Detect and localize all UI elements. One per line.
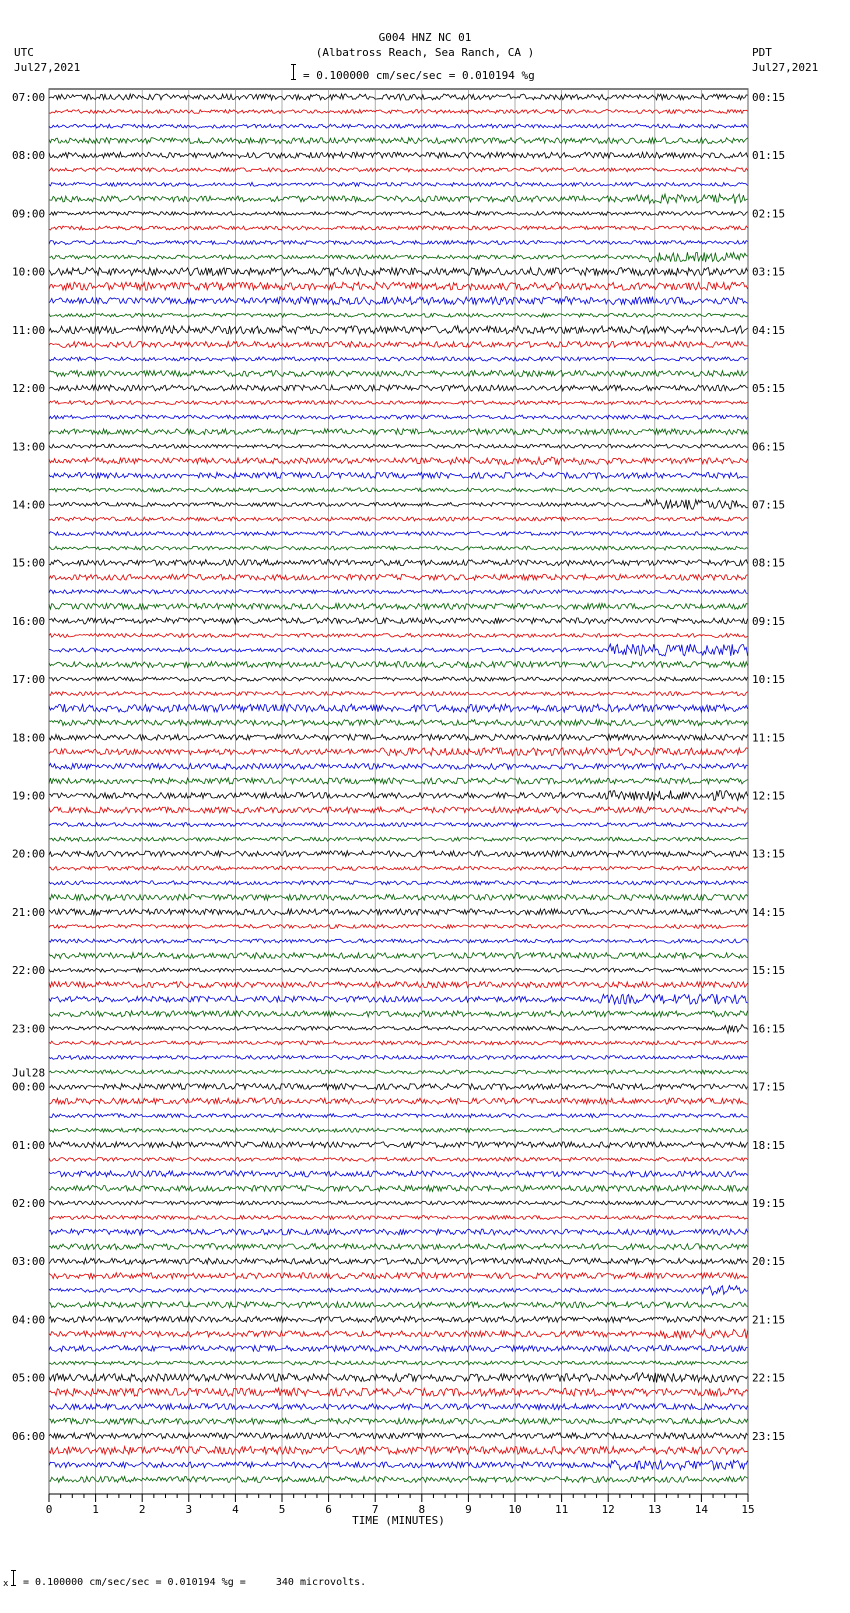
trace-line	[49, 1098, 748, 1104]
trace-line	[49, 866, 748, 870]
trace-line	[49, 532, 748, 536]
trace-line	[49, 734, 748, 740]
utc-hour-label: 02:00	[12, 1196, 46, 1210]
trace-line	[49, 341, 748, 347]
utc-hour-label: 01:00	[12, 1138, 46, 1152]
x-tick-label: 0	[45, 1503, 53, 1516]
trace-line	[49, 1302, 748, 1308]
right-timezone: PDT	[752, 46, 772, 59]
pdt-hour-label: 07:15	[752, 498, 786, 512]
pdt-hour-label: 05:15	[752, 382, 786, 396]
trace-line	[49, 677, 748, 681]
trace-line	[49, 662, 748, 668]
trace-line	[49, 692, 748, 696]
pdt-hour-label: 00:15	[752, 91, 786, 104]
x-tick-label: 1	[92, 1503, 99, 1516]
trace-line	[49, 748, 748, 756]
x-tick-label: 11	[554, 1503, 569, 1516]
pdt-hour-label: 03:15	[752, 265, 786, 279]
trace-line	[49, 415, 748, 419]
utc-hour-label: 14:00	[12, 498, 46, 512]
trace-line	[49, 385, 748, 391]
pdt-hour-label: 12:15	[752, 789, 786, 803]
trace-line	[49, 1346, 748, 1352]
utc-hour-label: 08:00	[12, 149, 46, 163]
utc-hour-label: 15:00	[12, 556, 46, 570]
trace-line	[49, 1041, 748, 1045]
date-change-label: Jul28	[12, 1066, 46, 1080]
trace-line	[49, 778, 748, 784]
pdt-hour-label: 19:15	[752, 1196, 786, 1210]
x-tick-label: 2	[138, 1503, 146, 1516]
trace-line	[49, 152, 748, 158]
trace-line	[49, 313, 748, 317]
utc-hour-label: 17:00	[12, 673, 46, 687]
trace-line	[49, 1114, 748, 1118]
trace-line	[49, 226, 748, 230]
utc-hour-label: 20:00	[12, 847, 46, 861]
pdt-hour-label: 15:15	[752, 964, 786, 978]
trace-line	[49, 326, 748, 334]
utc-hour-label: 23:00	[12, 1022, 46, 1036]
trace-line	[49, 241, 748, 245]
x-axis-label: TIME (MINUTES)	[352, 1514, 445, 1527]
trace-line	[49, 429, 748, 435]
trace-line	[49, 211, 748, 215]
x-tick-label: 6	[325, 1503, 332, 1516]
utc-hour-label: 00:00	[12, 1080, 46, 1094]
footer-scale-bar-icon	[13, 1570, 14, 1586]
trace-line	[49, 168, 748, 172]
utc-hour-label: 04:00	[12, 1313, 46, 1327]
trace-line	[49, 444, 748, 448]
trace-line	[49, 953, 748, 959]
trace-line	[49, 823, 748, 827]
pdt-hour-label: 22:15	[752, 1371, 786, 1385]
trace-line	[49, 371, 748, 377]
trace-line	[49, 1361, 748, 1365]
pdt-hour-label: 14:15	[752, 905, 786, 919]
utc-hour-label: 06:00	[12, 1429, 46, 1443]
trace-line	[49, 1373, 748, 1383]
utc-hour-label: 10:00	[12, 265, 46, 279]
pdt-hour-label: 23:15	[752, 1429, 786, 1443]
trace-line	[49, 1025, 748, 1034]
trace-line	[49, 500, 748, 510]
trace-line	[49, 182, 748, 186]
utc-hour-label: 16:00	[12, 614, 46, 628]
trace-line	[49, 763, 748, 769]
trace-line	[49, 1142, 748, 1148]
x-tick-label: 15	[741, 1503, 755, 1516]
trace-line	[49, 1084, 748, 1090]
trace-line	[49, 807, 748, 813]
trace-line	[49, 252, 748, 262]
footer-scale-text: = 0.100000 cm/sec/sec = 0.010194 %g = 340 microvolts.	[23, 1577, 367, 1588]
trace-line	[49, 1201, 748, 1205]
trace-line	[49, 1404, 748, 1410]
trace-line	[49, 590, 748, 594]
trace-line	[49, 837, 748, 841]
station-title: G004 HNZ NC 01	[378, 31, 472, 44]
trace-line	[49, 517, 748, 521]
trace-line	[49, 1055, 748, 1059]
trace-line	[49, 574, 748, 580]
trace-line	[49, 1446, 748, 1454]
trace-line	[49, 1011, 748, 1017]
trace-line	[49, 138, 748, 144]
trace-line	[49, 1128, 748, 1132]
trace-line	[49, 1477, 748, 1483]
x-tick-label: 5	[278, 1503, 286, 1516]
trace-line	[49, 982, 748, 988]
trace-line	[49, 1171, 748, 1177]
trace-line	[49, 618, 748, 624]
trace-line	[49, 1258, 748, 1264]
utc-hour-label: 05:00	[12, 1371, 46, 1385]
x-tick-label: 9	[465, 1503, 472, 1516]
right-date: Jul27,2021	[752, 61, 819, 74]
trace-line	[49, 603, 748, 609]
pdt-hour-label: 02:15	[752, 207, 786, 221]
pdt-hour-label: 18:15	[752, 1138, 786, 1152]
pdt-hour-label: 20:15	[752, 1255, 786, 1269]
trace-line	[49, 94, 748, 100]
trace-line	[49, 1329, 748, 1339]
trace-line	[49, 1229, 748, 1235]
x-tick-label: 7	[371, 1503, 379, 1516]
pdt-hour-label: 06:15	[752, 440, 786, 454]
trace-line	[49, 282, 748, 290]
pdt-hour-label: 01:15	[752, 149, 786, 163]
trace-line	[49, 881, 748, 885]
trace-line	[49, 110, 748, 114]
trace-line	[49, 791, 748, 801]
pdt-hour-label: 08:15	[752, 556, 786, 570]
trace-line	[49, 457, 748, 465]
trace-line	[49, 1185, 748, 1191]
x-tick-label: 14	[694, 1503, 709, 1516]
trace-line	[49, 720, 748, 726]
trace-line	[49, 994, 748, 1004]
scale-text: = 0.100000 cm/sec/sec = 0.010194 %g	[303, 69, 535, 82]
trace-line	[49, 1157, 748, 1161]
pdt-hour-label: 11:15	[752, 731, 786, 745]
utc-hour-label: 13:00	[12, 440, 46, 454]
utc-hour-label: 18:00	[12, 731, 46, 745]
x-tick-label: 13	[648, 1503, 662, 1516]
pdt-hour-label: 09:15	[752, 614, 786, 628]
trace-line	[49, 909, 748, 915]
left-date: Jul27,2021	[14, 61, 81, 74]
pdt-hour-label: 10:15	[752, 673, 786, 687]
trace-line	[49, 1460, 748, 1470]
trace-line	[49, 925, 748, 929]
trace-line	[49, 488, 748, 492]
trace-line	[49, 1418, 748, 1424]
trace-line	[49, 704, 748, 712]
trace-line	[49, 1433, 748, 1439]
utc-hour-label: 12:00	[12, 382, 46, 396]
footer-prefix: x	[3, 1579, 9, 1589]
trace-line	[49, 851, 748, 857]
trace-line	[49, 401, 748, 405]
utc-hour-label: 21:00	[12, 905, 46, 919]
utc-hour-label: 19:00	[12, 789, 46, 803]
trace-line	[49, 1244, 748, 1250]
trace-line	[49, 1388, 748, 1396]
trace-line	[49, 268, 748, 276]
pdt-hour-label: 17:15	[752, 1080, 786, 1094]
utc-hour-label: 09:00	[12, 207, 46, 221]
x-tick-label: 3	[185, 1503, 193, 1516]
trace-line	[49, 1070, 748, 1074]
trace-line	[49, 1286, 748, 1296]
left-timezone: UTC	[14, 46, 34, 59]
station-location: (Albatross Reach, Sea Ranch, CA )	[315, 46, 535, 59]
trace-line	[49, 1216, 748, 1220]
utc-hour-label: 07:00	[12, 91, 46, 104]
utc-hour-label: 11:00	[12, 323, 46, 337]
x-tick-label: 10	[508, 1503, 522, 1516]
trace-line	[49, 546, 748, 550]
pdt-hour-label: 04:15	[752, 323, 786, 337]
x-tick-label: 12	[601, 1503, 615, 1516]
trace-line	[49, 939, 748, 943]
utc-hour-label: 22:00	[12, 964, 46, 978]
trace-line	[49, 968, 748, 972]
trace-line	[49, 894, 748, 900]
trace-line	[49, 297, 748, 305]
x-tick-label: 8	[418, 1503, 426, 1516]
trace-line	[49, 633, 748, 637]
trace-line	[49, 644, 748, 656]
trace-line	[49, 124, 748, 128]
trace-line	[49, 357, 748, 361]
trace-line	[49, 194, 748, 204]
trace-line	[49, 1316, 748, 1322]
trace-line	[49, 472, 748, 478]
utc-hour-label: 03:00	[12, 1255, 46, 1269]
pdt-hour-label: 13:15	[752, 847, 786, 861]
pdt-hour-label: 16:15	[752, 1022, 786, 1036]
pdt-hour-label: 21:15	[752, 1313, 786, 1327]
trace-line	[49, 560, 748, 566]
trace-line	[49, 1273, 748, 1279]
x-tick-label: 4	[232, 1503, 239, 1516]
